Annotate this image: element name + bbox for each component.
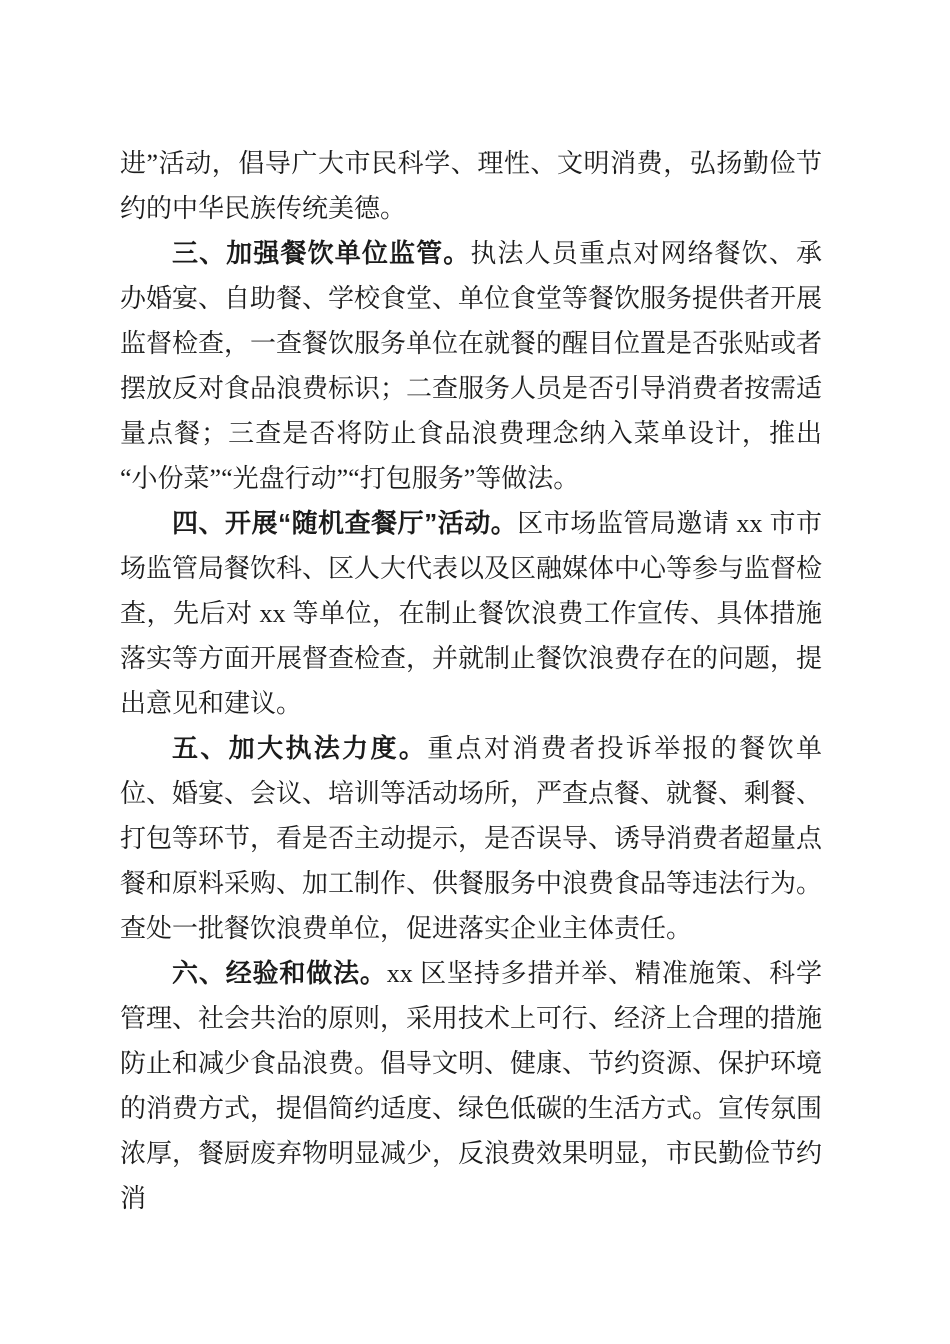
text-run: 重点对消费者投诉举报的餐饮单位、婚宴、会议、培训等活动场所，严查点餐、就餐、剩餐、打包等环节，看是否主动提示，是否误导、诱导消费者超量点餐和原料采购、加工制作、供餐服务中浪费食品等违法行为。查处一批餐饮浪费单位，促进落实企业主体责任。	[120, 734, 823, 943]
heading-run: 三、加强餐饮单位监管。	[172, 238, 471, 268]
text-run: xx 区坚持多措并举、精准施策、科学管理、社会共治的原则，采用技术上可行、经济上合理的措施防止和减少食品浪费。倡导文明、健康、节约资源、保护环境的消费方式，提倡简约适度、绿色低碳的生活方式。宣传氛围浓厚，餐厨废弃物明显减少，反浪费效果明显，市民勤俭节约消	[120, 959, 823, 1213]
paragraph	[120, 726, 822, 951]
text-run: 区市场监管局邀请 xx 市市场监管局餐饮科、区人大代表以及区融媒体中心等参与监督检查，先后对 xx 等单位，在制止餐饮浪费工作宣传、具体措施落实等方面开展督查检查，并就制止餐饮浪费存在的问题，提出意见和建议。	[120, 509, 823, 718]
text-run: 进”活动，倡导广大市民科学、理性、文明消费，弘扬勤俭节约的中华民族传统美德。	[120, 149, 822, 223]
heading-run: 六、经验和做法。	[172, 958, 387, 988]
document-body	[120, 141, 822, 1221]
paragraph	[120, 141, 822, 231]
text-run: 执法人员重点对网络餐饮、承办婚宴、自助餐、学校食堂、单位食堂等餐饮服务提供者开展监督检查，一查餐饮服务单位在就餐的醒目位置是否张贴或者摆放反对食品浪费标识；二查服务人员是否引导消费者按需适量点餐；三查是否将防止食品浪费理念纳入菜单设计，推出“小份菜”“光盘行动”“打包服务”等做法。	[120, 239, 823, 493]
heading-run: 四、开展“随机查餐厅”活动。	[172, 508, 518, 538]
paragraph	[120, 951, 822, 1221]
paragraph	[120, 501, 822, 726]
paragraph	[120, 231, 822, 501]
heading-run: 五、加大执法力度。	[172, 733, 428, 763]
